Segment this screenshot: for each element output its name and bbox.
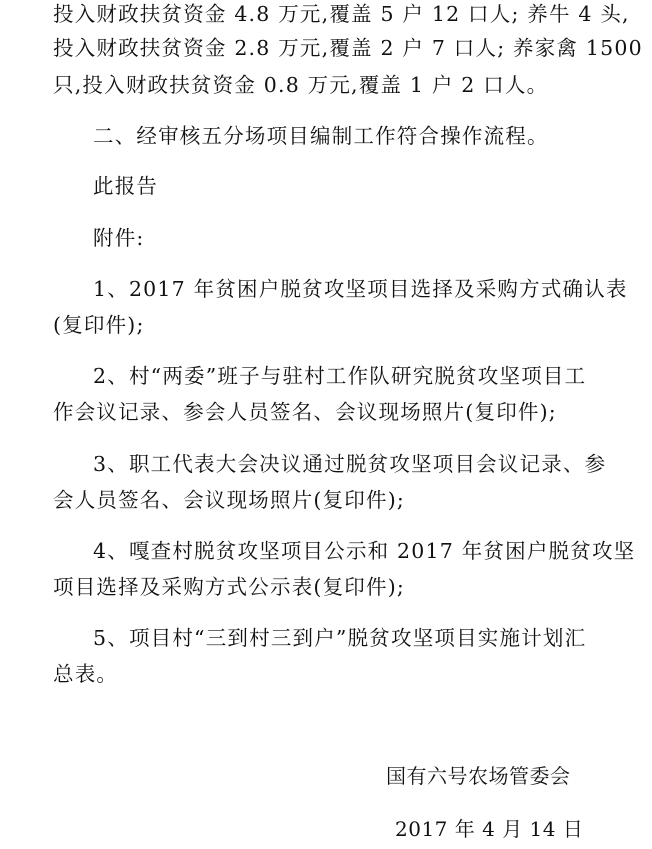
body-line: 投入财政扶贫资金 2.8 万元,覆盖 2 户 7 口人; 养家禽 1500 <box>53 36 643 60</box>
attachment-item-3-cont: 会人员签名、会议现场照片(复印件); <box>53 488 406 512</box>
attachment-item-2-cont: 作会议记录、参会人员签名、会议现场照片(复印件); <box>53 400 557 424</box>
report-closing: 此报告 <box>93 174 159 198</box>
attachment-item-1: 1、2017 年贫困户脱贫攻坚项目选择及采购方式确认表 <box>93 277 628 301</box>
attachment-item-3: 3、职工代表大会决议通过脱贫攻坚项目会议记录、参 <box>93 452 607 476</box>
signature-organization: 国有六号农场管委会 <box>386 764 571 788</box>
review-conclusion: 二、经审核五分场项目编制工作符合操作流程。 <box>93 124 549 148</box>
attachment-item-2: 2、村“两委”班子与驻村工作队研究脱贫攻坚项目工 <box>93 364 587 388</box>
attachment-item-5: 5、项目村“三到村三到户”脱贫攻坚项目实施计划汇 <box>93 626 587 650</box>
attachment-item-1-cont: (复印件); <box>53 313 145 337</box>
attachments-heading: 附件: <box>93 226 145 250</box>
body-line: 投入财政扶贫资金 4.8 万元,覆盖 5 户 12 口人; 养牛 4 头, <box>53 2 630 26</box>
signature-date: 2017 年 4 月 14 日 <box>395 817 584 841</box>
attachment-item-5-cont: 总表。 <box>53 662 119 686</box>
attachment-item-4: 4、嘎查村脱贫攻坚项目公示和 2017 年贫困户脱贫攻坚 <box>93 539 636 563</box>
body-line: 只,投入财政扶贫资金 0.8 万元,覆盖 1 户 2 口人。 <box>53 73 549 97</box>
attachment-item-4-cont: 项目选择及采购方式公示表(复印件); <box>53 575 406 599</box>
